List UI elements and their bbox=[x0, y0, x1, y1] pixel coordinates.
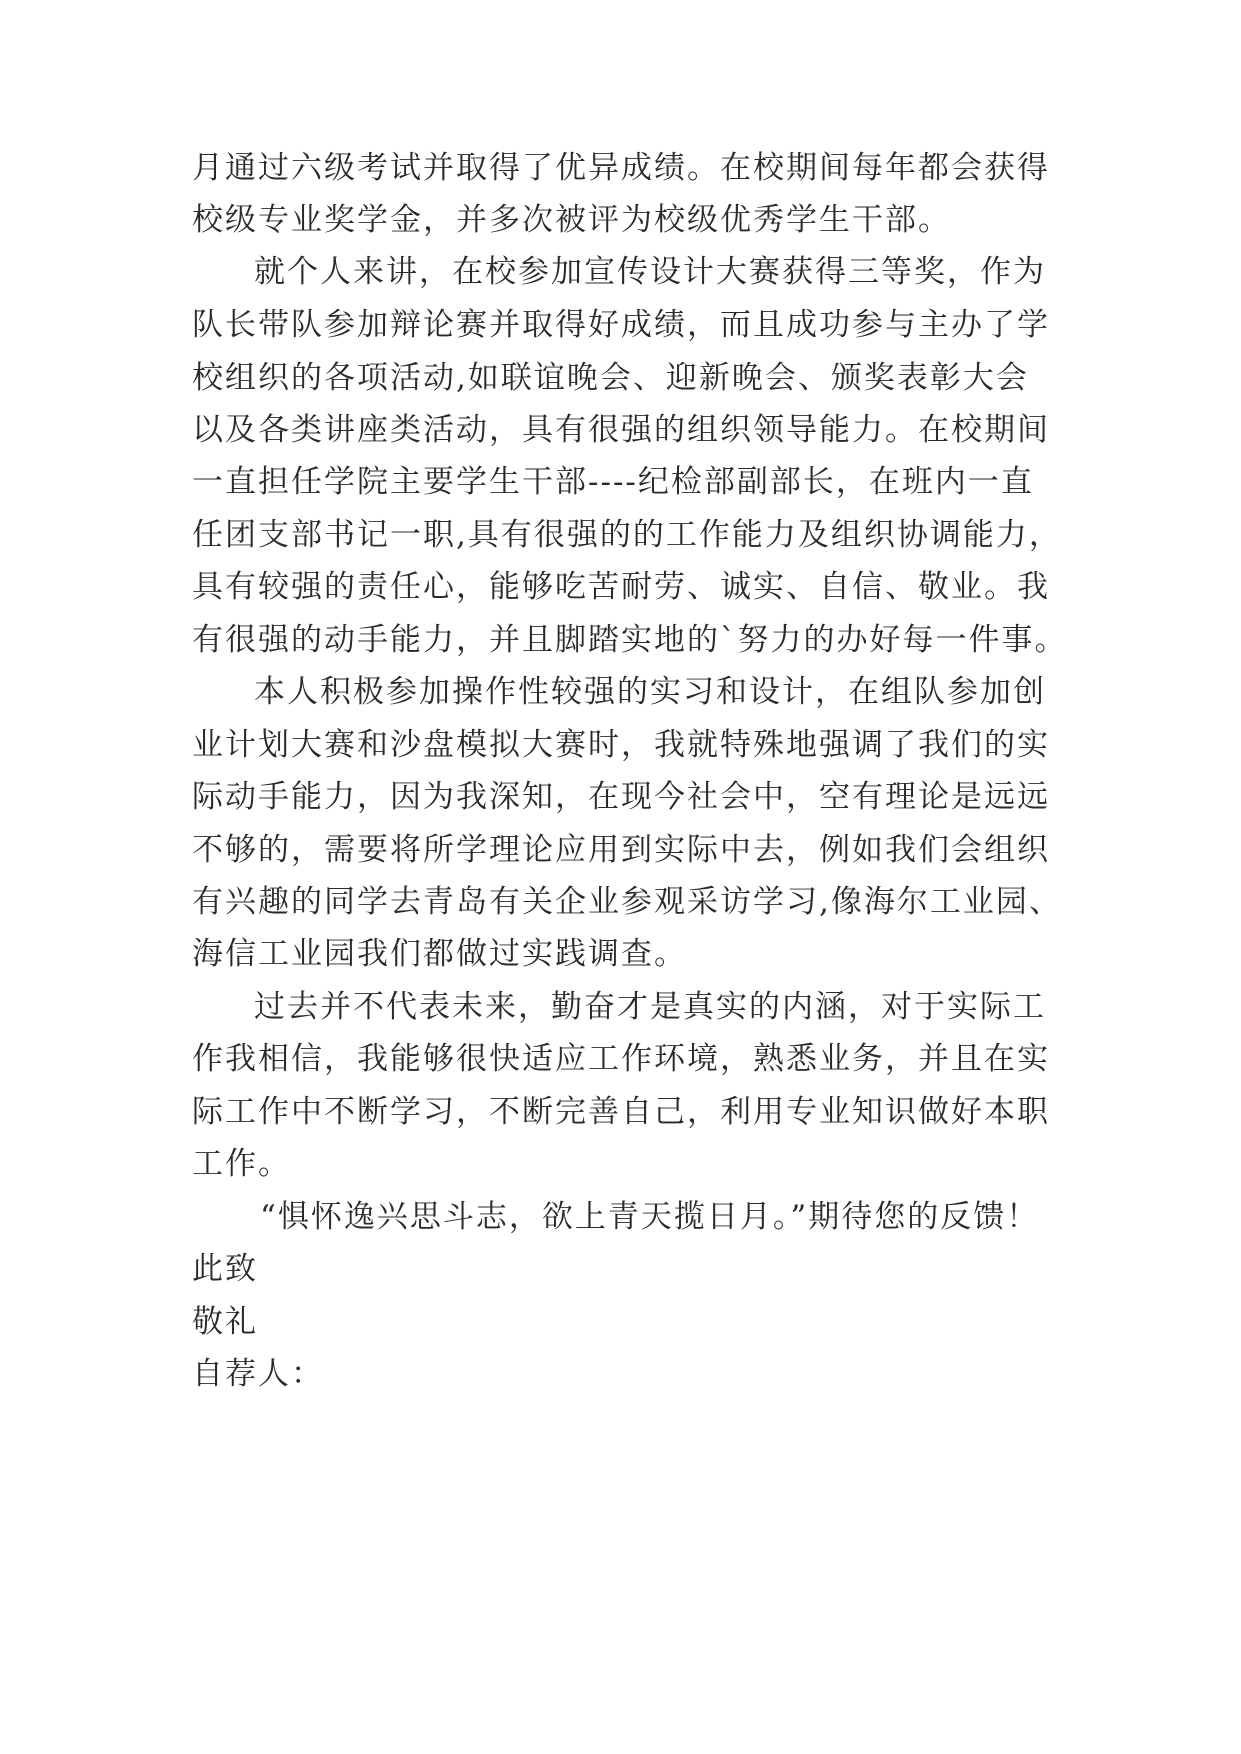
closing-quote-line: “惧怀逸兴思斗志，欲上青天揽日月。”期待您的反馈！ bbox=[260, 1199, 1040, 1235]
paragraph-4-first-line: 过去并不代表未来，勤奋才是真实的内涵，对于实际工 bbox=[254, 989, 1046, 1025]
text-line-16: 海信工业园我们都做过实践调查。 bbox=[192, 936, 687, 972]
text-line-13: 际动手能力，因为我深知，在现今社会中，空有理论是远远 bbox=[192, 779, 1050, 815]
salutation-jingli: 敬礼 bbox=[192, 1304, 258, 1340]
text-line-14: 不够的，需要将所学理论应用到实际中去，例如我们会组织 bbox=[192, 832, 1050, 868]
text-line-1: 月通过六级考试并取得了优异成绩。在校期间每年都会获得 bbox=[192, 150, 1050, 186]
text-line-6: 以及各类讲座类活动，具有很强的组织领导能力。在校期间 bbox=[192, 412, 1050, 448]
text-line-15: 有兴趣的同学去青岛有关企业参观采访学习,像海尔工业园、 bbox=[192, 884, 1062, 920]
text-line-12: 业计划大赛和沙盘模拟大赛时，我就特殊地强调了我们的实 bbox=[192, 727, 1050, 763]
text-line-18: 作我相信，我能够很快适应工作环境，熟悉业务，并且在实 bbox=[192, 1041, 1050, 1077]
text-line-4: 队长带队参加辩论赛并取得好成绩，而且成功参与主办了学 bbox=[192, 307, 1050, 343]
text-line-9: 具有较强的责任心，能够吃苦耐劳、诚实、自信、敬业。我 bbox=[192, 569, 1050, 605]
text-line-5: 校组织的各项活动,如联谊晚会、迎新晚会、颁奖表彰大会 bbox=[192, 360, 1029, 396]
signature-label: 自荐人： bbox=[192, 1356, 324, 1392]
paragraph-3-first-line: 本人积极参加操作性较强的实习和设计，在组队参加创 bbox=[254, 674, 1046, 710]
text-line-2: 校级专业奖学金，并多次被评为校级优秀学生干部。 bbox=[192, 202, 951, 238]
salutation-cizhi: 此致 bbox=[192, 1251, 258, 1287]
paragraph-2-first-line: 就个人来讲，在校参加宣传设计大赛获得三等奖，作为 bbox=[254, 254, 1046, 290]
text-line-20: 工作。 bbox=[192, 1146, 291, 1182]
text-line-8: 任团支部书记一职,具有很强的的工作能力及组织协调能力， bbox=[192, 517, 1062, 553]
text-line-7: 一直担任学院主要学生干部----纪检部副部长，在班内一直 bbox=[192, 464, 1034, 500]
text-line-19: 际工作中不断学习，不断完善自己，利用专业知识做好本职 bbox=[192, 1094, 1050, 1130]
text-line-10: 有很强的动手能力，并且脚踏实地的`努力的办好每一件事。 bbox=[192, 622, 1068, 658]
